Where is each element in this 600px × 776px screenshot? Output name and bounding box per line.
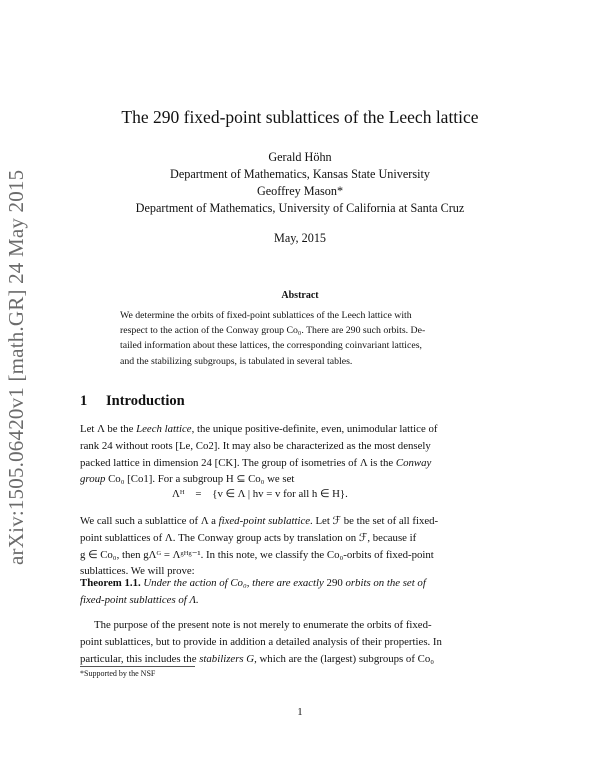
display-equation xyxy=(172,487,348,500)
abstract-line: and the stabilizing subgroups, is tabulated in several tables. xyxy=(120,355,353,367)
intro-paragraph-2 xyxy=(80,513,520,580)
text-line: point sublattices of Λ. The Conway group acts by translation on ℱ, because if xyxy=(80,531,417,544)
abstract-line: tailed information about these lattices, the corresponding coinvariant lattices, xyxy=(120,340,422,352)
author-name: Gerald Höhn xyxy=(268,150,332,164)
theorem-1-1 xyxy=(80,575,520,609)
intro-paragraph-3 xyxy=(80,617,520,667)
author-block xyxy=(80,149,520,217)
author-name: Geoffrey Mason* xyxy=(256,184,344,198)
abstract-text xyxy=(120,308,478,369)
abstract-line: We determine the orbits of fixed-point sublattices of the Leech lattice with xyxy=(120,310,412,321)
text-line: particular, this includes the stabilizers G, which are the (largest) subgroups of Co₀ xyxy=(80,652,434,665)
emphasis: stabilizers G xyxy=(199,652,255,665)
section-number: 1 xyxy=(80,393,88,409)
text-line: point sublattices, but to provide in addition a detailed analysis of their properties. In xyxy=(80,635,442,648)
paper-title: The 290 fixed-point sublattices of the Leech lattice xyxy=(121,107,479,127)
theorem-label: Theorem 1.1. xyxy=(80,577,141,589)
paper-page xyxy=(80,0,520,776)
author-affiliation: Department of Mathematics, Kansas State University xyxy=(170,167,430,181)
emphasis: fixed-point sublattice xyxy=(218,515,311,527)
text-line: Let Λ be the Leech lattice, the unique positive-definite, even, unimodular lattice of xyxy=(80,423,438,435)
text-line: group Co₀ [Co1]. For a subgroup H ⊆ Co₀ we set xyxy=(80,473,295,486)
emphasis: group xyxy=(80,473,106,486)
text-line: packed lattice in dimension 24 [CK]. The group of isometries of Λ is the Conway xyxy=(80,456,432,469)
page-number: 1 xyxy=(297,706,303,718)
footnote: *Supported by the NSF xyxy=(80,669,156,678)
equation-lhs: Λᴴ xyxy=(172,488,185,500)
text-line: rank 24 without roots [Le, Co2]. It may also be characterized as the most densely xyxy=(80,439,431,452)
intro-paragraph-1 xyxy=(80,421,520,488)
section-title: Introduction xyxy=(106,393,185,409)
text-line: Theorem 1.1. Under the action of Co₀, there are exactly 290 orbits on the set of xyxy=(80,577,426,589)
equation-rhs: {v ∈ Λ | hv = v for all h ∈ H}. xyxy=(212,488,348,500)
orbit-count: 290 xyxy=(326,577,343,589)
text-line: sublattices. We will prove: xyxy=(80,565,195,578)
section-heading xyxy=(80,393,185,410)
text-line: g ∈ Co₀, then gΛᴳ = Λᵍᴴᵍ⁻¹. In this note, we classify the Co₀-orbits of fixed-point xyxy=(80,548,434,561)
abstract-heading: Abstract xyxy=(281,290,319,301)
abstract-line: respect to the action of the Conway group Co₀. There are 290 such orbits. De- xyxy=(120,325,426,337)
text-line: We call such a sublattice of Λ a fixed-point sublattice. Let ℱ be the set of all fixed- xyxy=(80,515,439,527)
paper-date: May, 2015 xyxy=(273,231,327,245)
text-line: fixed-point sublattices of Λ. xyxy=(80,593,199,606)
author-affiliation: Department of Mathematics, University of California at Santa Cruz xyxy=(135,201,465,215)
arxiv-identifier: arXiv:1505.06420v1 [math.GR] 24 May 2015 xyxy=(4,169,28,565)
emphasis: Leech lattice xyxy=(136,423,192,435)
footnote-rule xyxy=(80,666,195,667)
emphasis: Conway xyxy=(395,456,432,469)
equation-relation: = xyxy=(195,488,202,500)
text-line: The purpose of the present note is not merely to enumerate the orbits of fixed- xyxy=(94,619,432,631)
